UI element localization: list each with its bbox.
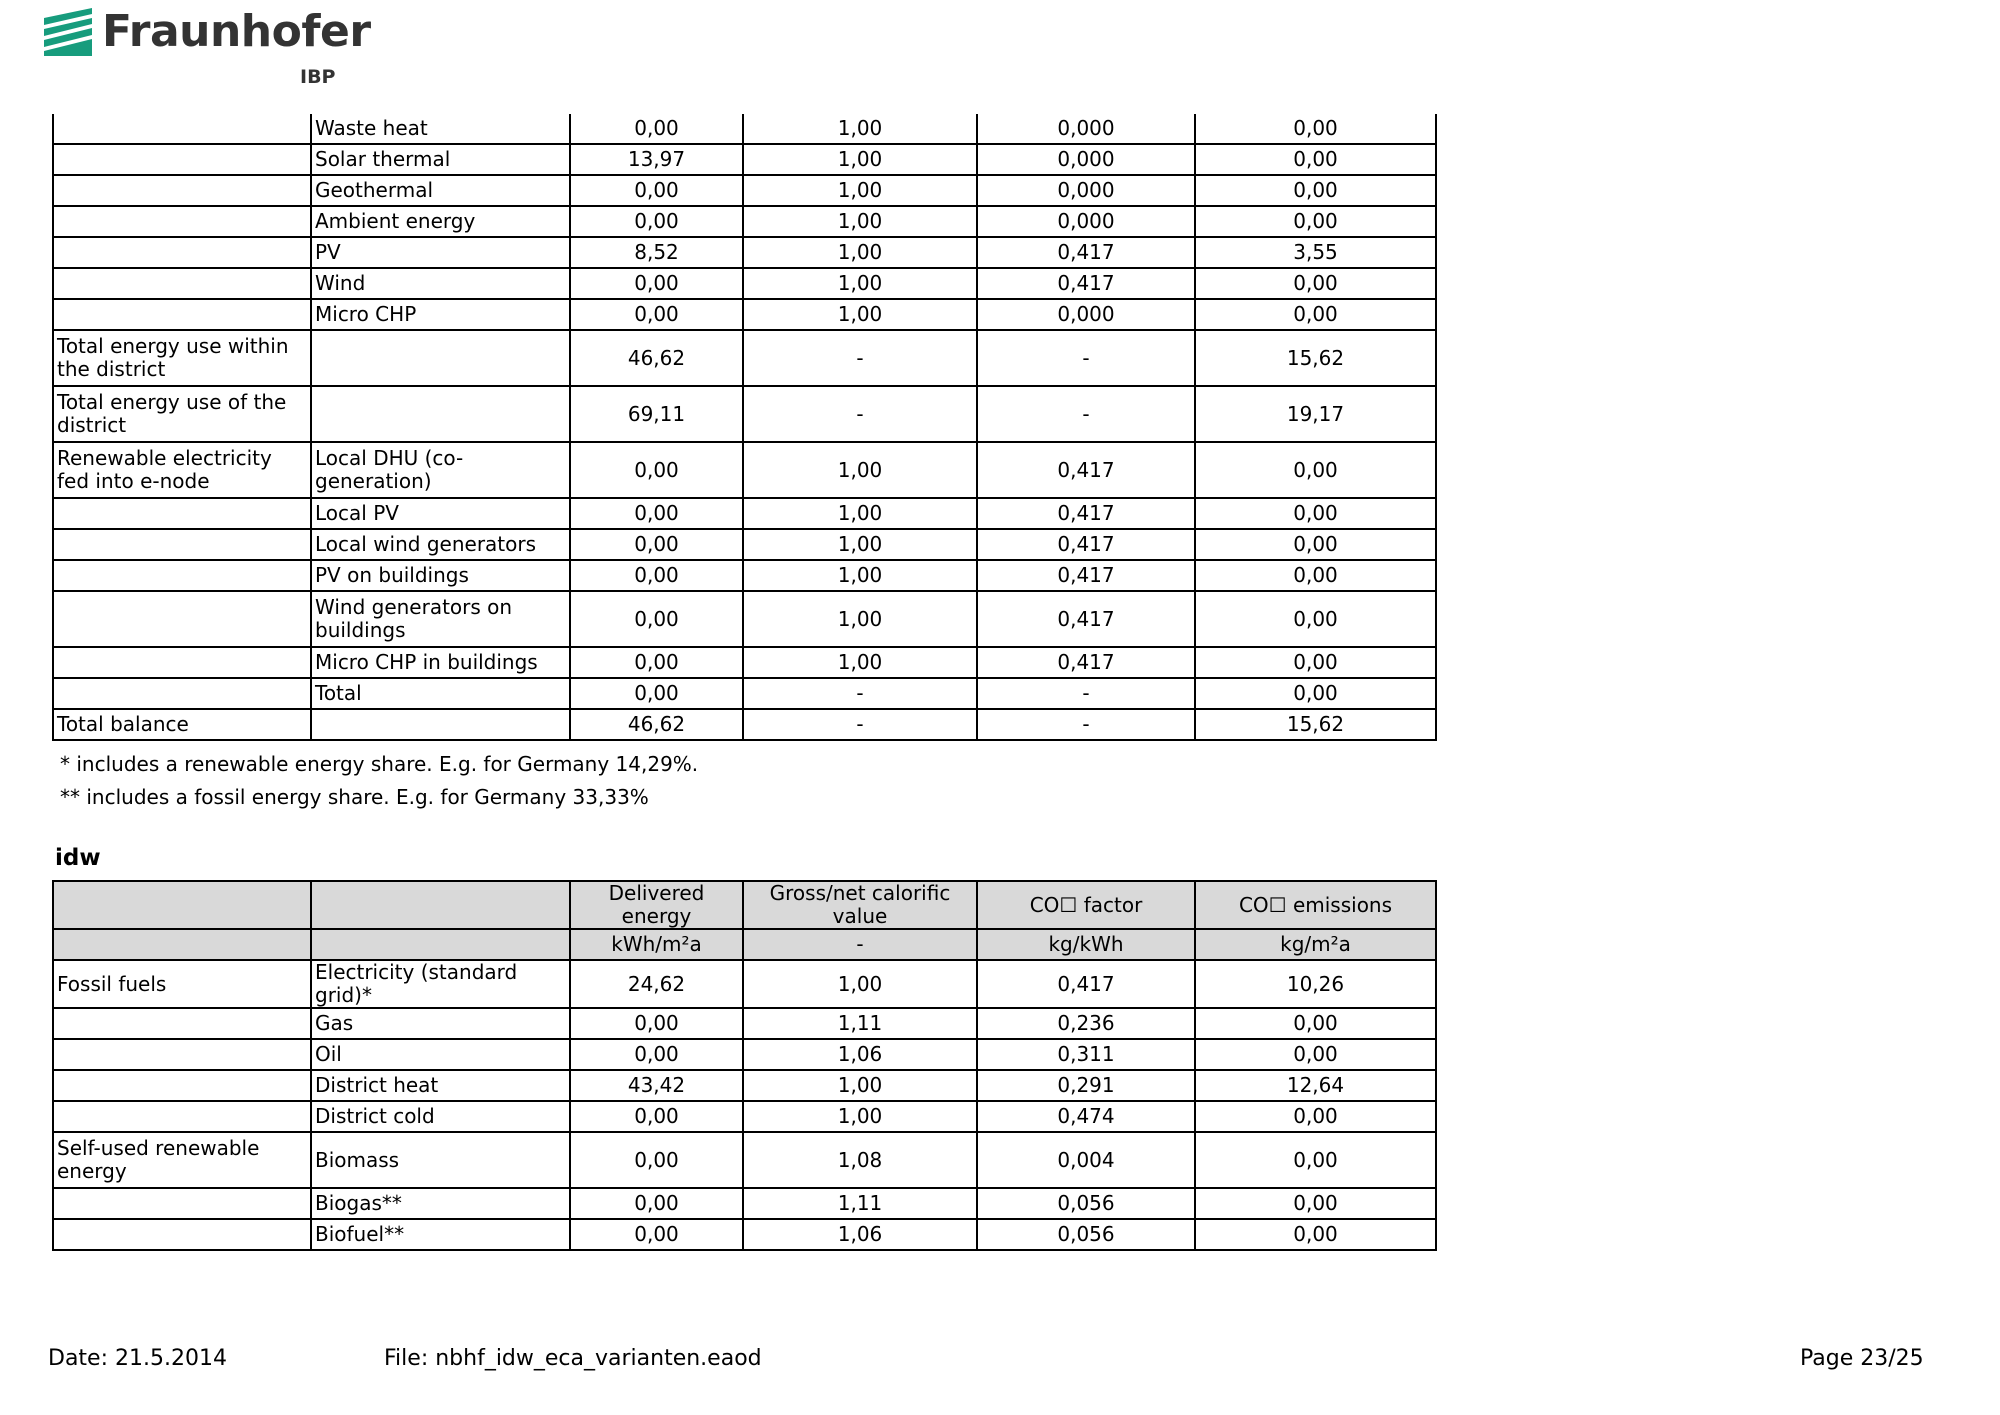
- table-row: [53, 268, 1436, 299]
- co2-emissions-cell: 15,62: [1195, 709, 1436, 740]
- co2-emissions-cell: 0,00: [1195, 1219, 1436, 1250]
- co2-factor-cell: 0,000: [977, 299, 1195, 330]
- row-item-label: Local wind generators: [311, 529, 570, 560]
- co2-emissions-cell: 0,00: [1195, 498, 1436, 529]
- footer-date: Date: 21.5.2014: [48, 1346, 227, 1371]
- energy-balance-body: [53, 114, 1436, 740]
- calorific-value-cell: -: [743, 678, 977, 709]
- unit-cell: [53, 929, 311, 960]
- delivered-energy-cell: 46,62: [570, 330, 743, 386]
- row-group-label: [53, 591, 311, 647]
- fraunhofer-logo-icon: [44, 8, 92, 56]
- unit-cell: -: [743, 929, 977, 960]
- row-item-label: Biogas**: [311, 1188, 570, 1219]
- co2-emissions-cell: 0,00: [1195, 529, 1436, 560]
- co2-factor-cell: 0,417: [977, 442, 1195, 498]
- co2-emissions-cell: 19,17: [1195, 386, 1436, 442]
- table-row: [53, 678, 1436, 709]
- delivered-energy-cell: 0,00: [570, 678, 743, 709]
- co2-factor-cell: 0,417: [977, 498, 1195, 529]
- delivered-energy-cell: 0,00: [570, 268, 743, 299]
- table-row: [53, 1070, 1436, 1101]
- delivered-energy-cell: 0,00: [570, 1039, 743, 1070]
- row-item-label: Wind generators on buildings: [311, 591, 570, 647]
- co2-emissions-cell: 0,00: [1195, 1008, 1436, 1039]
- row-item-label: [311, 709, 570, 740]
- delivered-energy-cell: 24,62: [570, 960, 743, 1008]
- row-item-label: Micro CHP in buildings: [311, 647, 570, 678]
- table-row: [53, 442, 1436, 498]
- delivered-energy-cell: 0,00: [570, 1219, 743, 1250]
- row-item-label: District cold: [311, 1101, 570, 1132]
- unit-cell: kg/m²a: [1195, 929, 1436, 960]
- calorific-value-cell: -: [743, 386, 977, 442]
- footnote-fossil: ** includes a fossil energy share. E.g. for Germany 33,33%: [60, 785, 649, 809]
- table-row: [53, 591, 1436, 647]
- row-group-label: [53, 560, 311, 591]
- delivered-energy-cell: 0,00: [570, 1188, 743, 1219]
- row-group-label: Renewable electricity fed into e-node: [53, 442, 311, 498]
- row-item-label: Local DHU (co-generation): [311, 442, 570, 498]
- header-cell: [53, 881, 311, 929]
- row-group-label: [53, 529, 311, 560]
- co2-emissions-cell: 0,00: [1195, 114, 1436, 144]
- co2-factor-cell: -: [977, 386, 1195, 442]
- table-row: [53, 114, 1436, 144]
- row-group-label: [53, 1039, 311, 1070]
- row-group-label: [53, 1008, 311, 1039]
- calorific-value-cell: 1,00: [743, 114, 977, 144]
- table-row: [53, 330, 1436, 386]
- table-row: [53, 647, 1436, 678]
- co2-factor-cell: 0,000: [977, 175, 1195, 206]
- calorific-value-cell: 1,00: [743, 1101, 977, 1132]
- co2-emissions-cell: 0,00: [1195, 299, 1436, 330]
- co2-emissions-cell: 0,00: [1195, 647, 1436, 678]
- row-group-label: [53, 268, 311, 299]
- row-group-label: [53, 678, 311, 709]
- row-item-label: PV on buildings: [311, 560, 570, 591]
- row-group-label: [53, 1219, 311, 1250]
- unit-cell: kWh/m²a: [570, 929, 743, 960]
- table-row: [53, 709, 1436, 740]
- calorific-value-cell: 1,00: [743, 237, 977, 268]
- co2-factor-cell: 0,417: [977, 591, 1195, 647]
- row-group-label: [53, 1070, 311, 1101]
- row-item-label: Wind: [311, 268, 570, 299]
- co2-factor-cell: 0,000: [977, 206, 1195, 237]
- row-item-label: Biomass: [311, 1132, 570, 1188]
- calorific-value-cell: -: [743, 330, 977, 386]
- table-row: [53, 1188, 1436, 1219]
- co2-emissions-cell: 12,64: [1195, 1070, 1436, 1101]
- table-row: [53, 1101, 1436, 1132]
- row-group-label: Self-used renewable energy: [53, 1132, 311, 1188]
- co2-factor-cell: 0,236: [977, 1008, 1195, 1039]
- header-cell: CO☐ emissions: [1195, 881, 1436, 929]
- delivered-energy-cell: 0,00: [570, 442, 743, 498]
- row-group-label: [53, 144, 311, 175]
- table-row: [53, 144, 1436, 175]
- row-group-label: [53, 175, 311, 206]
- co2-emissions-cell: 0,00: [1195, 1101, 1436, 1132]
- table-row: [53, 1039, 1436, 1070]
- idw-units-row: [53, 929, 1436, 960]
- row-group-label: [53, 647, 311, 678]
- co2-factor-cell: 0,004: [977, 1132, 1195, 1188]
- co2-factor-cell: -: [977, 678, 1195, 709]
- co2-emissions-cell: 0,00: [1195, 442, 1436, 498]
- delivered-energy-cell: 0,00: [570, 299, 743, 330]
- row-item-label: PV: [311, 237, 570, 268]
- row-item-label: Gas: [311, 1008, 570, 1039]
- unit-cell: kg/kWh: [977, 929, 1195, 960]
- co2-emissions-cell: 3,55: [1195, 237, 1436, 268]
- table-row: [53, 1219, 1436, 1250]
- logo-wordmark: Fraunhofer: [102, 6, 371, 57]
- table-row: [53, 960, 1436, 1008]
- delivered-energy-cell: 0,00: [570, 498, 743, 529]
- co2-emissions-cell: 0,00: [1195, 1132, 1436, 1188]
- section-title-idw: idw: [55, 845, 101, 871]
- delivered-energy-cell: 43,42: [570, 1070, 743, 1101]
- delivered-energy-cell: 0,00: [570, 591, 743, 647]
- row-item-label: District heat: [311, 1070, 570, 1101]
- calorific-value-cell: 1,06: [743, 1039, 977, 1070]
- logo-subtitle: IBP: [300, 66, 336, 88]
- unit-cell: [311, 929, 570, 960]
- delivered-energy-cell: 13,97: [570, 144, 743, 175]
- calorific-value-cell: 1,00: [743, 498, 977, 529]
- co2-factor-cell: 0,000: [977, 114, 1195, 144]
- footer-file: File: nbhf_idw_eca_varianten.eaod: [384, 1346, 762, 1371]
- calorific-value-cell: 1,00: [743, 144, 977, 175]
- row-group-label: Fossil fuels: [53, 960, 311, 1008]
- table-row: [53, 237, 1436, 268]
- row-item-label: [311, 386, 570, 442]
- table-row: [53, 175, 1436, 206]
- co2-emissions-cell: 10,26: [1195, 960, 1436, 1008]
- delivered-energy-cell: 46,62: [570, 709, 743, 740]
- table-row: [53, 299, 1436, 330]
- delivered-energy-cell: 0,00: [570, 647, 743, 678]
- table-row: [53, 206, 1436, 237]
- table-row: [53, 498, 1436, 529]
- co2-factor-cell: -: [977, 709, 1195, 740]
- table-row: [53, 386, 1436, 442]
- row-item-label: Biofuel**: [311, 1219, 570, 1250]
- co2-factor-cell: 0,000: [977, 144, 1195, 175]
- row-group-label: [53, 299, 311, 330]
- row-group-label: Total energy use of the district: [53, 386, 311, 442]
- delivered-energy-cell: 0,00: [570, 114, 743, 144]
- calorific-value-cell: 1,00: [743, 560, 977, 591]
- idw-table: [52, 880, 1437, 1251]
- calorific-value-cell: 1,00: [743, 529, 977, 560]
- co2-emissions-cell: 0,00: [1195, 591, 1436, 647]
- calorific-value-cell: 1,00: [743, 442, 977, 498]
- calorific-value-cell: 1,06: [743, 1219, 977, 1250]
- header-cell: CO☐ factor: [977, 881, 1195, 929]
- calorific-value-cell: 1,00: [743, 647, 977, 678]
- calorific-value-cell: 1,00: [743, 299, 977, 330]
- row-item-label: Local PV: [311, 498, 570, 529]
- calorific-value-cell: -: [743, 709, 977, 740]
- row-item-label: [311, 330, 570, 386]
- row-item-label: Ambient energy: [311, 206, 570, 237]
- co2-factor-cell: 0,311: [977, 1039, 1195, 1070]
- row-item-label: Electricity (standard grid)*: [311, 960, 570, 1008]
- delivered-energy-cell: 0,00: [570, 206, 743, 237]
- calorific-value-cell: 1,00: [743, 206, 977, 237]
- co2-emissions-cell: 0,00: [1195, 560, 1436, 591]
- row-group-label: Total energy use within the district: [53, 330, 311, 386]
- fraunhofer-logo: [44, 6, 371, 92]
- co2-emissions-cell: 0,00: [1195, 678, 1436, 709]
- co2-emissions-cell: 15,62: [1195, 330, 1436, 386]
- calorific-value-cell: 1,08: [743, 1132, 977, 1188]
- row-group-label: [53, 498, 311, 529]
- delivered-energy-cell: 0,00: [570, 175, 743, 206]
- delivered-energy-cell: 0,00: [570, 1008, 743, 1039]
- calorific-value-cell: 1,00: [743, 960, 977, 1008]
- table-row: [53, 1008, 1436, 1039]
- energy-balance-table: [52, 114, 1437, 741]
- row-group-label: [53, 1101, 311, 1132]
- row-item-label: Total: [311, 678, 570, 709]
- header-cell: [311, 881, 570, 929]
- co2-factor-cell: 0,417: [977, 647, 1195, 678]
- co2-factor-cell: -: [977, 330, 1195, 386]
- table-row: [53, 529, 1436, 560]
- delivered-energy-cell: 8,52: [570, 237, 743, 268]
- footnote-renewable: * includes a renewable energy share. E.g. for Germany 14,29%.: [60, 752, 699, 776]
- row-item-label: Micro CHP: [311, 299, 570, 330]
- row-group-label: Total balance: [53, 709, 311, 740]
- row-group-label: [53, 237, 311, 268]
- row-group-label: [53, 206, 311, 237]
- calorific-value-cell: 1,11: [743, 1008, 977, 1039]
- co2-emissions-cell: 0,00: [1195, 175, 1436, 206]
- row-group-label: [53, 114, 311, 144]
- co2-factor-cell: 0,417: [977, 529, 1195, 560]
- table-row: [53, 560, 1436, 591]
- co2-factor-cell: 0,417: [977, 560, 1195, 591]
- calorific-value-cell: 1,00: [743, 268, 977, 299]
- delivered-energy-cell: 69,11: [570, 386, 743, 442]
- co2-factor-cell: 0,417: [977, 268, 1195, 299]
- header-cell: Gross/net calorific value: [743, 881, 977, 929]
- idw-header-row: [53, 881, 1436, 929]
- co2-factor-cell: 0,474: [977, 1101, 1195, 1132]
- table-row: [53, 1132, 1436, 1188]
- row-item-label: Oil: [311, 1039, 570, 1070]
- footer-page-number: Page 23/25: [1800, 1346, 1924, 1371]
- co2-emissions-cell: 0,00: [1195, 144, 1436, 175]
- delivered-energy-cell: 0,00: [570, 1101, 743, 1132]
- co2-emissions-cell: 0,00: [1195, 268, 1436, 299]
- header-cell: Delivered energy: [570, 881, 743, 929]
- calorific-value-cell: 1,00: [743, 591, 977, 647]
- row-item-label: Geothermal: [311, 175, 570, 206]
- row-item-label: Solar thermal: [311, 144, 570, 175]
- delivered-energy-cell: 0,00: [570, 560, 743, 591]
- co2-emissions-cell: 0,00: [1195, 1039, 1436, 1070]
- co2-factor-cell: 0,417: [977, 237, 1195, 268]
- co2-emissions-cell: 0,00: [1195, 1188, 1436, 1219]
- co2-factor-cell: 0,291: [977, 1070, 1195, 1101]
- calorific-value-cell: 1,00: [743, 1070, 977, 1101]
- co2-emissions-cell: 0,00: [1195, 206, 1436, 237]
- co2-factor-cell: 0,417: [977, 960, 1195, 1008]
- co2-factor-cell: 0,056: [977, 1219, 1195, 1250]
- delivered-energy-cell: 0,00: [570, 529, 743, 560]
- delivered-energy-cell: 0,00: [570, 1132, 743, 1188]
- row-group-label: [53, 1188, 311, 1219]
- co2-factor-cell: 0,056: [977, 1188, 1195, 1219]
- idw-body: [53, 960, 1436, 1250]
- calorific-value-cell: 1,11: [743, 1188, 977, 1219]
- row-item-label: Waste heat: [311, 114, 570, 144]
- calorific-value-cell: 1,00: [743, 175, 977, 206]
